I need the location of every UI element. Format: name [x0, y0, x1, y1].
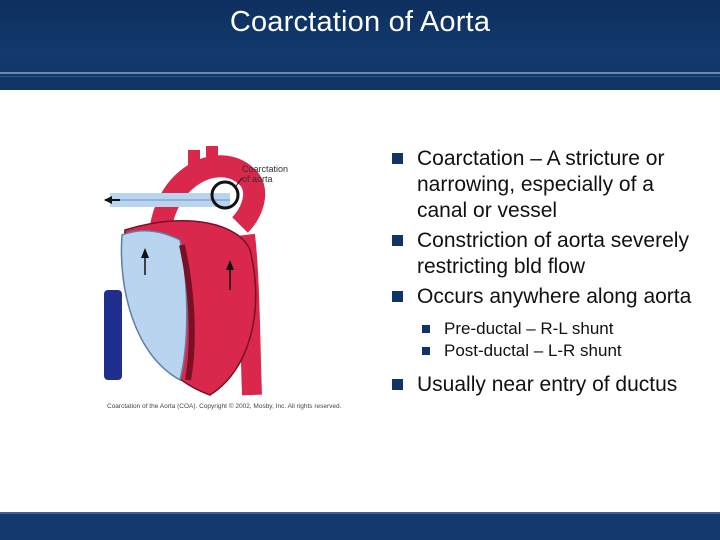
bullet-item — [392, 228, 692, 280]
bullet-item — [392, 372, 692, 398]
bullet-item — [392, 284, 692, 310]
coarctation-label: Coarctation of aorta — [242, 164, 289, 184]
bullet-item — [392, 146, 692, 224]
sub-bullet-square-icon — [422, 347, 430, 355]
footer-bar — [0, 512, 720, 540]
sub-bullet-text: Pre-ductal – R-L shunt — [444, 319, 614, 338]
bullet-text: Usually near entry of ductus — [417, 373, 678, 396]
bullet-text: Coarctation – A stricture or narrowing, especially of a canal or vessel — [417, 147, 665, 222]
header-rule-secondary — [0, 76, 720, 77]
header-bar — [0, 0, 720, 90]
header-rule — [0, 72, 720, 74]
bullet-square-icon — [392, 235, 403, 246]
sub-bullet-square-icon — [422, 325, 430, 333]
bullet-list — [392, 146, 692, 402]
bullet-square-icon — [392, 379, 403, 390]
sub-bullet-item — [417, 318, 692, 340]
slide-title: Coarctation of Aorta — [229, 6, 491, 38]
bullet-text: Occurs anywhere along aorta — [417, 285, 692, 308]
sub-bullet-item — [417, 340, 692, 362]
bullet-text: Constriction of aorta severely restricting bld flow — [417, 229, 689, 278]
sub-bullet-list — [417, 318, 692, 362]
footer-rule — [0, 512, 720, 514]
heart-diagram — [100, 140, 342, 430]
bullet-square-icon — [392, 291, 403, 302]
figure-caption: Coarctation of the Aorta (COA). Copyright © 2002, Mosby, Inc. All rights reserved. — [107, 403, 342, 410]
sub-bullet-text: Post-ductal – L-R shunt — [444, 341, 622, 360]
bullet-square-icon — [392, 153, 403, 164]
